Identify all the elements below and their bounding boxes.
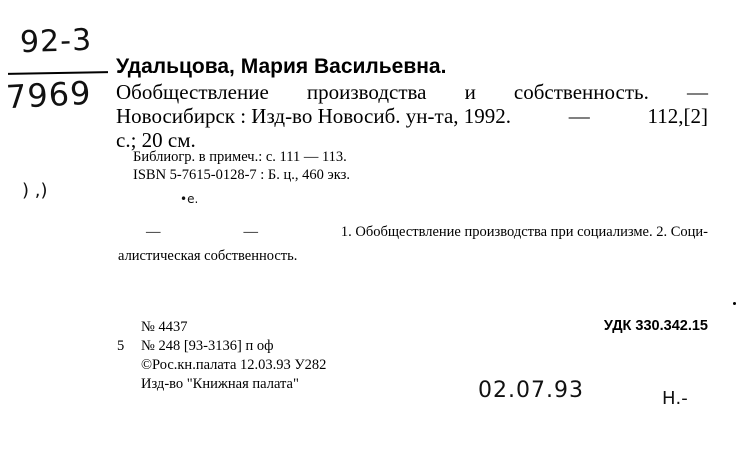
title-line-2 (116, 104, 708, 128)
shelfmark-divider (8, 71, 108, 75)
footer-line-2: № 248 [93-3136] п оф (141, 338, 274, 354)
dash: — (146, 224, 161, 240)
ink-dot (733, 302, 736, 305)
udk-code: УДК 330.342.15 (603, 318, 708, 334)
handwritten-date: 02.07.93 (478, 378, 584, 403)
subject-text: 1. Обобществление производства при социализме. 2. Соци- (340, 224, 708, 240)
shelfmark-bottom: 7969 (5, 73, 93, 117)
title-line-3: с.; 20 см. (116, 128, 196, 152)
handwritten-initials: Н.- (662, 388, 688, 409)
subject-line-2: алистическая собственность. (118, 248, 298, 264)
dash: — (568, 104, 590, 128)
pagination: 112,[2] (647, 104, 708, 128)
handwritten-mark-mid: •e. (180, 192, 199, 206)
handwritten-mark-left: ) ,) (22, 180, 48, 201)
card-number: № 4437 (141, 319, 188, 335)
footer-line-3: ©Рос.кн.палата 12.03.93 У282 (141, 357, 327, 373)
footer-prefix: 5 (117, 338, 125, 354)
bibliographic-entry (116, 54, 708, 152)
shelfmark-top: 92-3 (19, 22, 93, 61)
isbn-line: ISBN 5-7615-0128-7 : Б. ц., 460 экз. (133, 167, 350, 183)
subject-headings (118, 220, 708, 268)
author: Удальцова, Мария Васильевна. (116, 55, 447, 78)
bibliography-note: Библиогр. в примеч.: с. 111 — 113. (133, 149, 347, 165)
footer-line-4: Изд-во "Книжная палата" (141, 376, 299, 392)
dash: — (243, 224, 258, 240)
title-word: — (686, 80, 708, 104)
title-word: производства (306, 80, 427, 104)
title-word: и (464, 80, 476, 104)
subject-line-1 (118, 220, 708, 244)
title-line-1 (116, 80, 708, 104)
publication-info: Новосибирск : Изд-во Новосиб. ун-та, 1992. (116, 104, 512, 128)
title-word: Обобществление (116, 80, 269, 104)
title-word: собственность. (513, 80, 649, 104)
